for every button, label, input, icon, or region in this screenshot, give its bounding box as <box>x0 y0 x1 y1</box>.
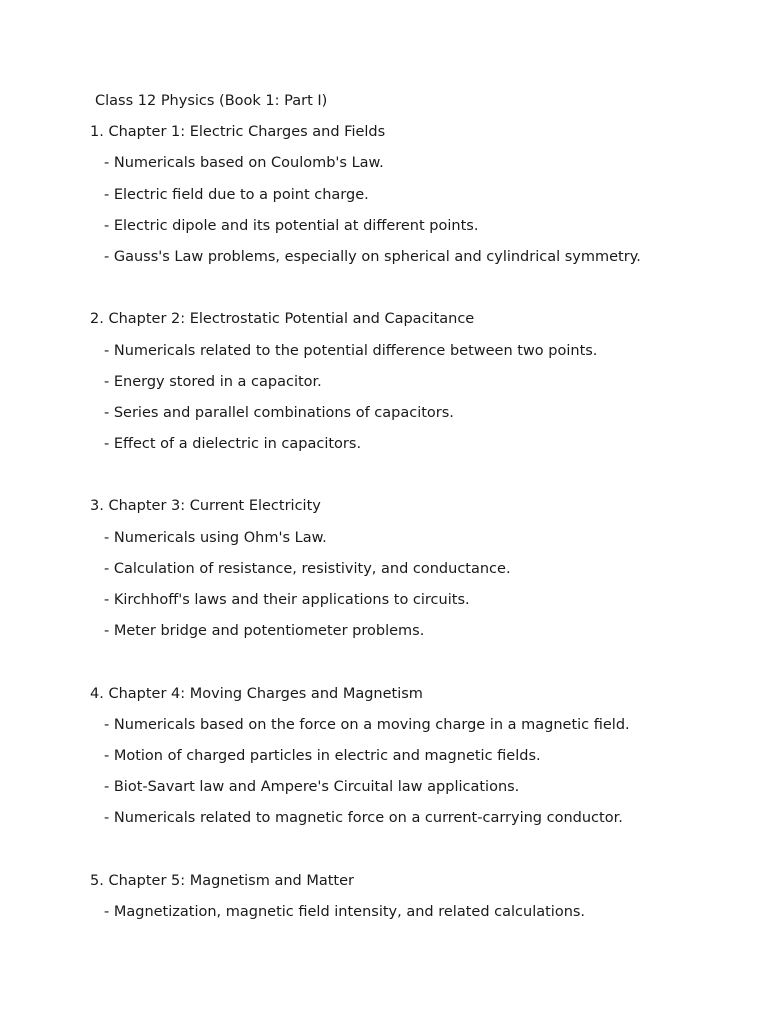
list-item: - Motion of charged particles in electric and magnetic fields. <box>104 747 541 764</box>
chapter-heading: 2. Chapter 2: Electrostatic Potential and Capacitance <box>90 311 475 328</box>
document-body <box>90 90 750 932</box>
list-item: - Meter bridge and potentiometer problems. <box>104 623 425 640</box>
spacer <box>90 651 750 682</box>
chapter-2 <box>90 308 750 464</box>
list-item: - Numericals using Ohm's Law. <box>104 529 327 546</box>
list-item: - Electric dipole and its potential at different points. <box>104 217 479 234</box>
list-item: - Series and parallel combinations of capacitors. <box>104 404 454 421</box>
list-item: - Magnetization, magnetic field intensity, and related calculations. <box>104 903 586 920</box>
spacer <box>90 839 750 870</box>
list-item: - Numericals based on Coulomb's Law. <box>104 155 384 172</box>
chapter-heading: 1. Chapter 1: Electric Charges and Fields <box>90 124 386 141</box>
chapter-heading: 3. Chapter 3: Current Electricity <box>90 498 321 515</box>
list-item: - Gauss's Law problems, especially on spherical and cylindrical symmetry. <box>104 248 641 265</box>
list-item: - Biot-Savart law and Ampere's Circuital law applications. <box>104 779 520 796</box>
spacer <box>90 277 750 308</box>
list-item: - Energy stored in a capacitor. <box>104 373 322 390</box>
chapter-5 <box>90 870 750 932</box>
spacer <box>90 464 750 495</box>
list-item: - Electric field due to a point charge. <box>104 186 369 203</box>
list-item: - Effect of a dielectric in capacitors. <box>104 436 362 453</box>
chapter-3 <box>90 495 750 651</box>
list-item: - Kirchhoff's laws and their applications to circuits. <box>104 592 470 608</box>
list-item: - Numericals related to the potential difference between two points. <box>104 342 598 359</box>
chapter-1 <box>90 121 750 277</box>
document-title: Class 12 Physics (Book 1: Part I) <box>95 93 328 109</box>
list-item: - Numericals related to magnetic force on a current-carrying conductor. <box>104 810 623 827</box>
chapter-heading: 4. Chapter 4: Moving Charges and Magnetism <box>90 685 423 702</box>
chapter-heading: 5. Chapter 5: Magnetism and Matter <box>90 872 354 889</box>
chapter-4 <box>90 683 750 839</box>
list-item: - Numericals based on the force on a moving charge in a magnetic field. <box>104 716 630 733</box>
list-item: - Calculation of resistance, resistivity, and conductance. <box>104 560 511 577</box>
